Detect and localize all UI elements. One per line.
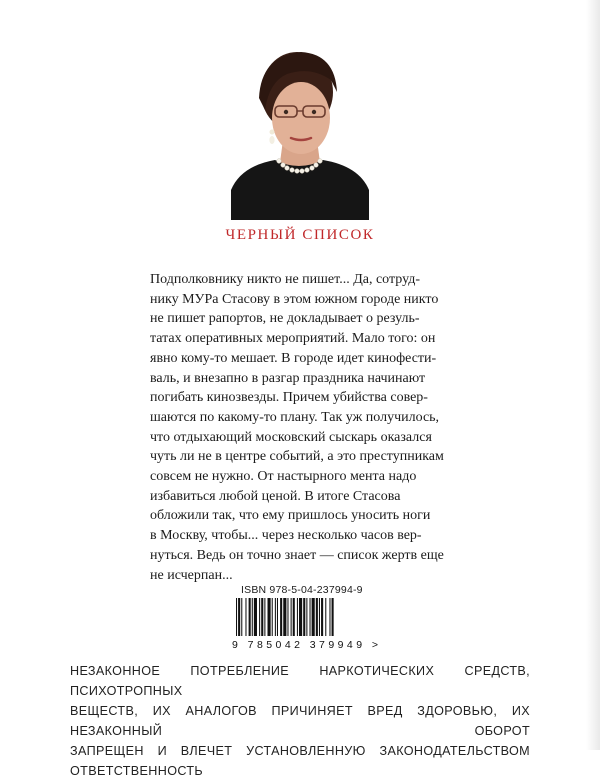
legal-warning-line: ЗАПРЕЩЕН И ВЛЕЧЕТ УСТАНОВЛЕННУЮ ЗАКОНОДАТЕЛЬСТВОМ ОТВЕТСТВЕННОСТЬ (70, 744, 530, 778)
legal-warning-line: НЕЗАКОННОЕ ПОТРЕБЛЕНИЕ НАРКОТИЧЕСКИХ СРЕДСТВ, ПСИХОТРОПНЫХ (70, 664, 530, 698)
legal-warning (70, 661, 530, 781)
barcode-digits: 9 785042 379949 > (232, 639, 378, 650)
author-photo (231, 40, 369, 220)
book-description: Подполковнику никто не пишет... Да, сотруд- нику МУРа Стасову в этом южном городе никто не пишет рапортов, не докладывает о резуль- татах оперативных мероприятий. Мало того: он явно кому-то мешает. В городе идет кинофести- валь, и внезапно в разгар праздника начинают погибать кинозвезды. Причем убийства совер- шаются по какому-то плану. Так уж получилось, что отдыхающий московский сыскарь оказался чуть ли не в центре событий, а это преступникам совсем не нужно. От настырного мента надо избавиться любой ценой. В итоге Стасова обложили так, что ему пришлось уносить ноги в Москву, чтобы... через несколько часов вер- нуться. Ведь он точно знает — список жертв еще не исчерпан... (150, 272, 444, 583)
legal-warning-line: ВЕЩЕСТВ, ИХ АНАЛОГОВ ПРИЧИНЯЕТ ВРЕД ЗДОРОВЬЮ, ИХ НЕЗАКОННЫЙ ОБОРОТ (70, 704, 530, 738)
isbn-barcode (232, 598, 382, 650)
book-title: ЧЕРНЫЙ СПИСОК (225, 227, 375, 243)
isbn-label: ISBN 978-5-04-237994-9 (241, 584, 363, 596)
page-edge-shadow (586, 0, 600, 750)
